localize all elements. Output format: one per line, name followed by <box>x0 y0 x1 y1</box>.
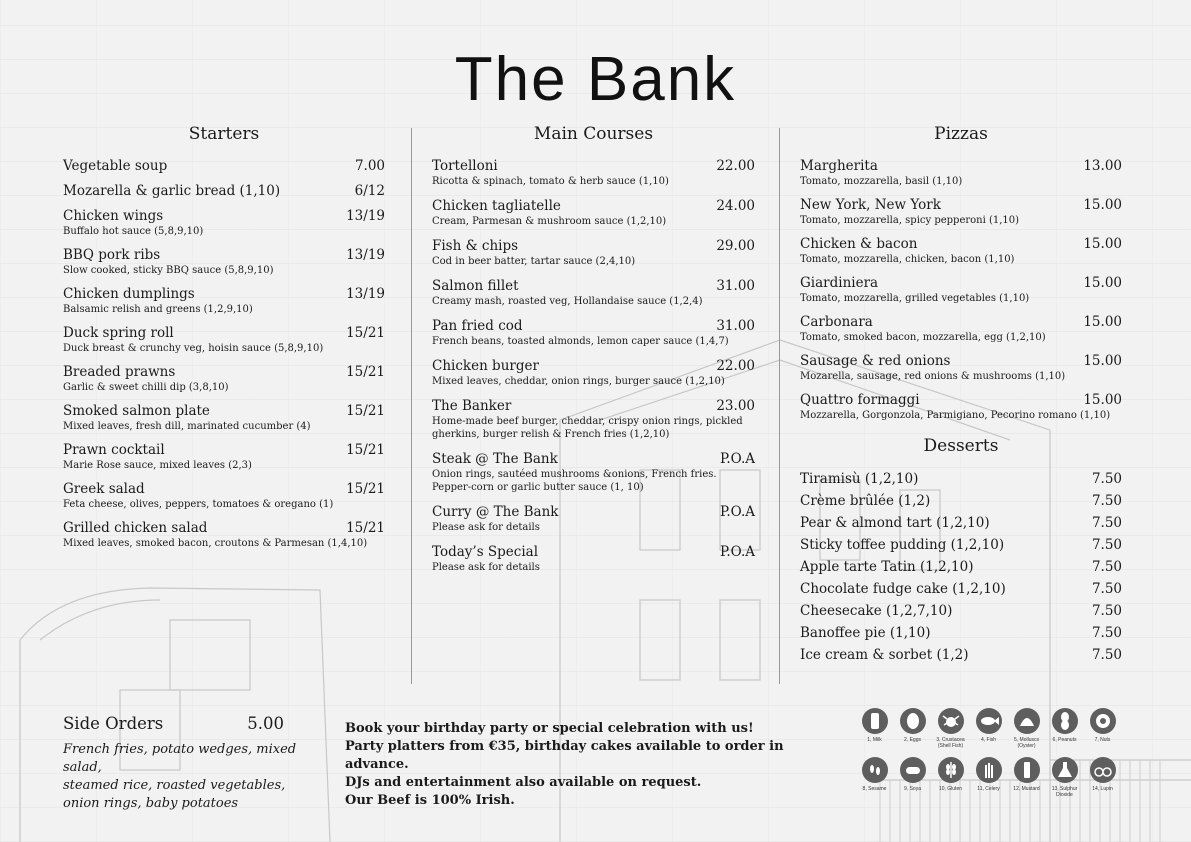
dessert-name: Apple tarte Tatin (1,2,10) <box>800 559 974 575</box>
column-divider <box>779 128 780 684</box>
menu-item-price: P.O.A <box>720 544 755 560</box>
menu-item-price: 15/21 <box>346 442 385 458</box>
menu-item-row <box>800 158 1122 174</box>
menu-item <box>63 442 385 472</box>
promo-line: Book your birthday party or special celebration with us! <box>345 721 754 736</box>
menu-item <box>63 183 385 199</box>
menu-item <box>63 158 385 174</box>
menu-item <box>432 238 755 268</box>
menu-item-price: 15/21 <box>346 364 385 380</box>
crab-icon <box>938 708 964 734</box>
menu-item-row <box>800 197 1122 213</box>
side-orders-title: Side Orders <box>63 714 164 733</box>
menu-item-description: Onion rings, sautéed mushrooms &onions, French fries. Pepper-corn or garlic butter sauce (1, 10) <box>432 469 717 493</box>
allergen-item <box>1086 708 1119 749</box>
dessert-price: 7.50 <box>1091 493 1122 509</box>
menu-item <box>432 451 755 494</box>
menu-item-row <box>63 481 385 497</box>
menu-item-name: Greek salad <box>63 481 145 497</box>
menu-item-row <box>800 275 1122 291</box>
dessert-price: 7.50 <box>1091 581 1122 597</box>
allergen-item <box>896 708 929 749</box>
allergen-label: 7, Nuts <box>1094 737 1111 743</box>
menu-item-description: Mixed leaves, cheddar, onion rings, burger sauce (1,2,10) <box>432 376 725 387</box>
allergen-label: 2, Eggs <box>904 737 921 743</box>
pizzas-list <box>800 158 1122 422</box>
dessert-name: Crème brûlée (1,2) <box>800 493 931 509</box>
menu-item-price: 15.00 <box>1083 392 1122 408</box>
menu-item <box>432 318 755 348</box>
menu-item-name: Chicken dumplings <box>63 286 195 302</box>
promo-text <box>345 720 815 810</box>
menu-item-row <box>63 364 385 380</box>
menu-item-description: Tomato, mozzarella, spicy pepperoni (1,10) <box>800 215 1020 226</box>
allergen-label: 13, Sulphur Dioxide <box>1051 786 1078 798</box>
dessert-price: 7.50 <box>1091 647 1122 663</box>
menu-item-row <box>63 442 385 458</box>
soya-icon <box>900 757 926 783</box>
allergen-item <box>1048 757 1081 798</box>
menu-item-description: Mozzarella, Gorgonzola, Parmigiano, Pecorino romano (1,10) <box>800 410 1111 421</box>
promo-line: Party platters from €35, birthday cakes available to order in advance. <box>345 739 784 772</box>
allergen-label: 11, Celery <box>977 786 1000 792</box>
menu-item-name: Margherita <box>800 158 878 174</box>
menu-item-row <box>800 314 1122 330</box>
menu-item <box>432 278 755 308</box>
menu-item-price: 15/21 <box>346 481 385 497</box>
dessert-name: Pear & almond tart (1,2,10) <box>800 515 990 531</box>
mains-section <box>432 124 755 584</box>
menu-item-name: Duck spring roll <box>63 325 174 341</box>
menu-item-row <box>432 318 755 334</box>
menu-item-price: 15.00 <box>1083 275 1122 291</box>
shell-icon <box>1014 708 1040 734</box>
wheat-icon <box>938 757 964 783</box>
allergen-item <box>858 757 891 798</box>
menu-item-price: 7.00 <box>354 158 385 174</box>
menu-item <box>432 544 755 574</box>
allergen-item <box>858 708 891 749</box>
menu-item-name: Chicken tagliatelle <box>432 198 561 214</box>
restaurant-title: The Bank <box>454 45 737 114</box>
dessert-item <box>800 490 1122 512</box>
menu-item-description: Duck breast & crunchy veg, hoisin sauce (5,8,9,10) <box>63 343 324 354</box>
menu-item-row <box>432 278 755 294</box>
menu-item-row <box>63 520 385 536</box>
menu-item <box>432 158 755 188</box>
menu-item-description: Please ask for details <box>432 522 540 533</box>
menu-item-row <box>800 236 1122 252</box>
menu-item-price: 23.00 <box>716 398 755 414</box>
menu-item-name: Quattro formaggi <box>800 392 920 408</box>
menu-item-price: 15.00 <box>1083 236 1122 252</box>
menu-item-price: P.O.A <box>720 504 755 520</box>
menu-item <box>63 403 385 433</box>
mustard-icon <box>1014 757 1040 783</box>
section-title: Starters <box>188 124 260 144</box>
menu-item <box>800 236 1122 266</box>
section-title: Main Courses <box>533 124 654 144</box>
menu-item <box>432 504 755 534</box>
allergen-label: 8, Sesame <box>862 786 887 792</box>
menu-item-description: Mixed leaves, smoked bacon, croutons & Parmesan (1,4,10) <box>63 538 368 549</box>
menu-item-description: Garlic & sweet chilli dip (3,8,10) <box>63 382 229 393</box>
dessert-item <box>800 468 1122 490</box>
dessert-price: 7.50 <box>1091 559 1122 575</box>
desserts-list <box>800 468 1122 666</box>
promo-line: DJs and entertainment also available on request. <box>345 775 702 790</box>
menu-item <box>432 358 755 388</box>
side-orders <box>63 714 323 813</box>
side-orders-list <box>63 741 323 813</box>
menu-item-row <box>63 183 385 199</box>
menu-item-name: Carbonara <box>800 314 873 330</box>
egg-icon <box>900 708 926 734</box>
menu-item-name: Today’s Special <box>432 544 539 560</box>
dessert-price: 7.50 <box>1091 471 1122 487</box>
menu-item-name: BBQ pork ribs <box>63 247 161 263</box>
flask-icon <box>1052 757 1078 783</box>
menu-item-description: Tomato, mozzarella, grilled vegetables (1,10) <box>800 293 1030 304</box>
mains-list <box>432 158 755 574</box>
side-orders-price: 5.00 <box>247 714 284 733</box>
menu-item-price: 13/19 <box>346 247 385 263</box>
menu-item-row <box>63 286 385 302</box>
menu-item-name: Chicken & bacon <box>800 236 918 252</box>
menu-item-price: 15/21 <box>346 520 385 536</box>
allergen-label: 5, Molluscs (Oyster) <box>1013 737 1039 749</box>
menu-item <box>63 247 385 277</box>
dessert-item <box>800 644 1122 666</box>
menu-item-description: Tomato, smoked bacon, mozzarella, egg (1,2,10) <box>800 332 1046 343</box>
peanut-icon <box>1052 708 1078 734</box>
side-orders-line: steamed rice, roasted vegetables, <box>63 778 286 793</box>
side-orders-line: French fries, potato wedges, mixed salad, <box>63 742 297 775</box>
menu-item-price: 31.00 <box>716 278 755 294</box>
menu-item-description: Mozarella, sausage, red onions & mushrooms (1,10) <box>800 371 1066 382</box>
menu-item-description: Creamy mash, roasted veg, Hollandaise sauce (1,2,4) <box>432 296 703 307</box>
section-title: Pizzas <box>934 124 988 144</box>
menu-item-price: 24.00 <box>716 198 755 214</box>
dessert-item <box>800 534 1122 556</box>
dessert-item <box>800 622 1122 644</box>
menu-item-description: Ricotta & spinach, tomato & herb sauce (1,10) <box>432 176 669 187</box>
promo-line: Our Beef is 100% Irish. <box>345 793 515 808</box>
nut-icon <box>1090 708 1116 734</box>
dessert-item <box>800 556 1122 578</box>
menu-item-name: Grilled chicken salad <box>63 520 208 536</box>
column-divider <box>411 128 412 684</box>
menu-item <box>63 481 385 511</box>
menu-item-name: Chicken burger <box>432 358 539 374</box>
menu-item <box>432 198 755 228</box>
allergen-item <box>896 757 929 798</box>
menu-item-row <box>432 238 755 254</box>
menu-item-price: 15.00 <box>1083 314 1122 330</box>
menu-item <box>432 398 755 441</box>
menu-item-price: 29.00 <box>716 238 755 254</box>
allergen-label: 14, Lupin <box>1092 786 1113 792</box>
menu-item-row <box>63 208 385 224</box>
allergen-item <box>972 757 1005 798</box>
menu-item-row <box>432 451 755 467</box>
allergen-label: 12, Mustard <box>1013 786 1040 792</box>
menu-item <box>800 353 1122 383</box>
dessert-item <box>800 578 1122 600</box>
menu-item-name: Mozarella & garlic bread (1,10) <box>63 183 281 199</box>
allergen-item <box>1086 757 1119 798</box>
menu-item-name: Fish & chips <box>432 238 519 254</box>
menu-item-description: Balsamic relish and greens (1,2,9,10) <box>63 304 253 315</box>
menu-item-row <box>432 544 755 560</box>
allergen-item <box>1048 708 1081 749</box>
menu-item-description: Slow cooked, sticky BBQ sauce (5,8,9,10) <box>63 265 274 276</box>
menu-item-description: Please ask for details <box>432 562 540 573</box>
menu-item <box>63 286 385 316</box>
dessert-price: 7.50 <box>1091 625 1122 641</box>
menu-item-price: 15/21 <box>346 325 385 341</box>
menu-item-price: 15.00 <box>1083 353 1122 369</box>
menu-item <box>63 325 385 355</box>
menu-item-name: Smoked salmon plate <box>63 403 210 419</box>
dessert-price: 7.50 <box>1091 603 1122 619</box>
menu-item <box>800 275 1122 305</box>
menu-item-row <box>432 504 755 520</box>
menu-item-description: Tomato, mozzarella, basil (1,10) <box>800 176 963 187</box>
menu-item-description: Cream, Parmesan & mushroom sauce (1,2,10) <box>432 216 667 227</box>
menu-item-price: 31.00 <box>716 318 755 334</box>
menu-item <box>63 364 385 394</box>
fish-icon <box>976 708 1002 734</box>
menu-item-name: Salmon fillet <box>432 278 519 294</box>
menu-item-description: Cod in beer batter, tartar sauce (2,4,10) <box>432 256 636 267</box>
menu-item-row <box>432 398 755 414</box>
menu-item <box>63 208 385 238</box>
menu-item-row <box>63 158 385 174</box>
menu-item-row <box>63 247 385 263</box>
allergen-item <box>1010 757 1043 798</box>
milk-icon <box>862 708 888 734</box>
menu-item <box>800 392 1122 422</box>
menu-item-price: P.O.A <box>720 451 755 467</box>
allergen-label: 1, Milk <box>867 737 882 743</box>
celery-icon <box>976 757 1002 783</box>
menu-item-description: Feta cheese, olives, peppers, tomatoes & oregano (1) <box>63 499 334 510</box>
menu-item-row <box>800 353 1122 369</box>
starters-section <box>63 124 385 559</box>
pizzas-section <box>800 124 1122 666</box>
menu-item-name: The Banker <box>432 398 512 414</box>
menu-item-row <box>432 198 755 214</box>
dessert-item <box>800 600 1122 622</box>
side-orders-line: onion rings, baby potatoes <box>63 796 239 811</box>
allergen-item <box>1010 708 1043 749</box>
menu-item-row <box>432 358 755 374</box>
menu-item-name: Breaded prawns <box>63 364 176 380</box>
dessert-price: 7.50 <box>1091 515 1122 531</box>
menu-item-description: Mixed leaves, fresh dill, marinated cucumber (4) <box>63 421 311 432</box>
allergen-label: 9, Soya <box>904 786 921 792</box>
menu-item-description: Tomato, mozzarella, chicken, bacon (1,10) <box>800 254 1015 265</box>
menu-item <box>800 158 1122 188</box>
allergen-label: 4, Fish <box>980 737 996 743</box>
menu-item-name: Curry @ The Bank <box>432 504 559 520</box>
menu-item-price: 15/21 <box>346 403 385 419</box>
menu-item-description: Marie Rose sauce, mixed leaves (2,3) <box>63 460 252 471</box>
menu-item-name: Prawn cocktail <box>63 442 165 458</box>
menu-item-price: 22.00 <box>716 358 755 374</box>
menu-item-name: Tortelloni <box>432 158 498 174</box>
dessert-name: Banoffee pie (1,10) <box>800 625 931 641</box>
menu-item-row <box>63 325 385 341</box>
menu-item-row <box>800 392 1122 408</box>
sesame-icon <box>862 757 888 783</box>
menu-item-name: Pan fried cod <box>432 318 523 334</box>
menu-item <box>63 520 385 550</box>
allergen-item <box>934 708 967 749</box>
menu-item-price: 22.00 <box>716 158 755 174</box>
dessert-price: 7.50 <box>1091 537 1122 553</box>
dessert-name: Cheesecake (1,2,7,10) <box>800 603 953 619</box>
dessert-name: Chocolate fudge cake (1,2,10) <box>800 581 1006 597</box>
section-title: Desserts <box>923 436 999 456</box>
menu-item-description: Home-made beef burger, cheddar, crispy onion rings, pickled gherkins, burger relish & French fries (1,2,10) <box>432 416 743 440</box>
allergen-legend <box>858 708 1138 798</box>
menu-item-row <box>63 403 385 419</box>
dessert-name: Ice cream & sorbet (1,2) <box>800 647 969 663</box>
menu-item <box>800 314 1122 344</box>
menu-item-name: Vegetable soup <box>63 158 168 174</box>
allergen-label: 3, Crustacea (Shell Fish) <box>936 737 965 749</box>
menu-item-price: 13/19 <box>346 286 385 302</box>
menu-item-name: Chicken wings <box>63 208 164 224</box>
menu-item-description: French beans, toasted almonds, lemon caper sauce (1,4,7) <box>432 336 729 347</box>
menu-item-price: 6/12 <box>354 183 385 199</box>
starters-list <box>63 158 385 550</box>
menu-item-name: Sausage & red onions <box>800 353 951 369</box>
dessert-name: Tiramisù (1,2,10) <box>800 471 919 487</box>
menu-item-price: 13/19 <box>346 208 385 224</box>
menu-item <box>800 197 1122 227</box>
allergen-label: 6, Peanuts <box>1052 737 1077 743</box>
menu-item-description: Buffalo hot sauce (5,8,9,10) <box>63 226 204 237</box>
menu-item-price: 13.00 <box>1083 158 1122 174</box>
menu-item-name: New York, New York <box>800 197 941 213</box>
allergen-item <box>934 757 967 798</box>
menu-item-name: Giardiniera <box>800 275 879 291</box>
allergen-label: 10, Gluten <box>938 786 963 792</box>
menu-item-name: Steak @ The Bank <box>432 451 558 467</box>
dessert-item <box>800 512 1122 534</box>
menu-item-row <box>432 158 755 174</box>
allergen-item <box>972 708 1005 749</box>
menu-item-price: 15.00 <box>1083 197 1122 213</box>
dessert-name: Sticky toffee pudding (1,2,10) <box>800 537 1005 553</box>
lupin-icon <box>1090 757 1116 783</box>
